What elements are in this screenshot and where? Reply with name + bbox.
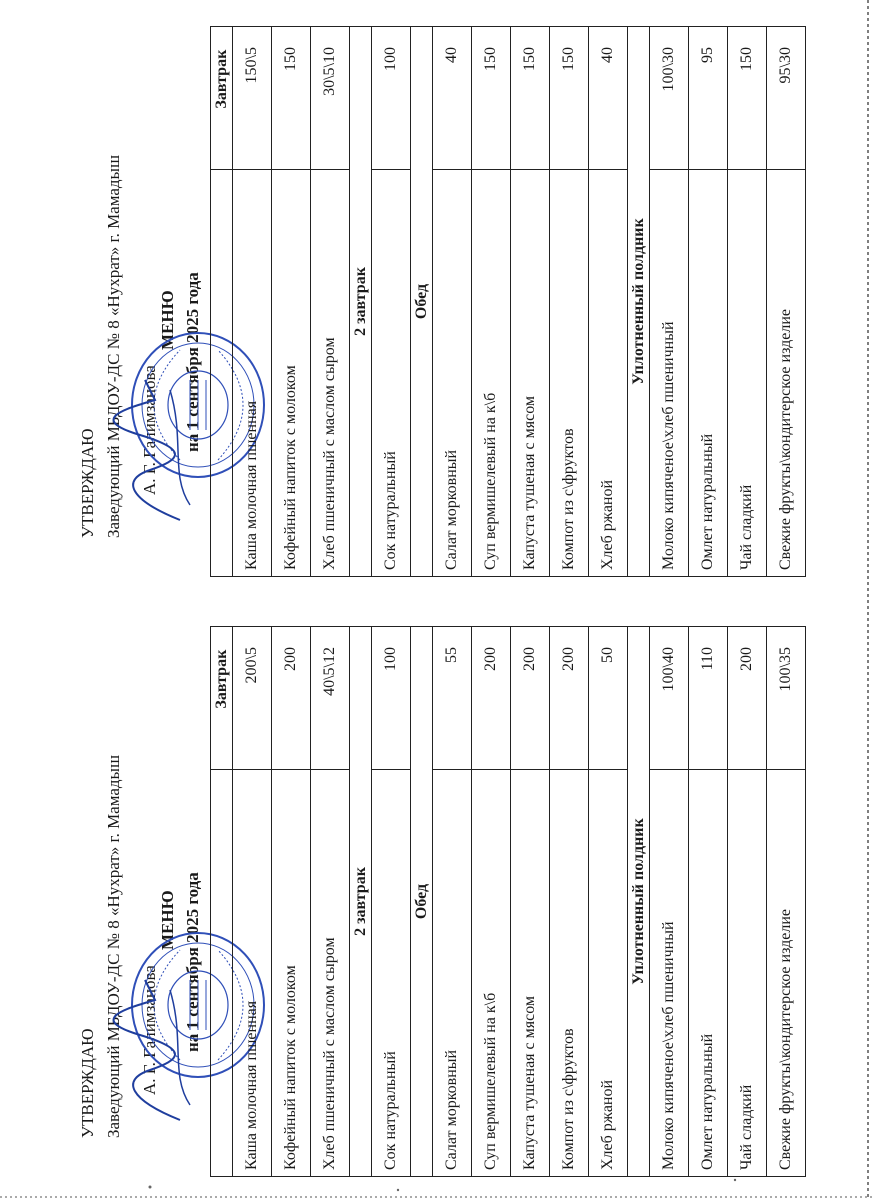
dish-name: Сок натуральный <box>372 169 411 576</box>
dish-name: Кофейный напиток с молоком <box>272 769 311 1176</box>
dish-amount: 100\35 <box>767 627 806 770</box>
handwritten-signature <box>100 370 210 530</box>
dish-amount: 40 <box>589 27 628 170</box>
dish-name: Компот из с\фруктов <box>550 169 589 576</box>
table-row <box>472 627 511 1177</box>
approve-label: УТВЕРЖДАЮ <box>78 428 97 538</box>
head-position-line: Заведующий МБДОУ-ДС № 8 «Нухрат» г. Мамадыш <box>104 154 123 538</box>
handwritten-signature <box>100 970 210 1130</box>
meal-heading-row <box>411 27 433 577</box>
dish-amount: 200\5 <box>233 627 272 770</box>
table-row <box>372 627 411 1177</box>
table-row <box>767 627 806 1177</box>
dish-name: Чай сладкий <box>728 169 767 576</box>
dish-name: Салат морковный <box>433 169 472 576</box>
dish-name: Свежие фрукты\кондитерское изделие <box>767 169 806 576</box>
table-row <box>433 27 472 577</box>
table-row <box>272 627 311 1177</box>
dish-amount: 30\5\10 <box>311 27 350 170</box>
menu-title: МЕНЮ <box>158 290 177 350</box>
menu-title: МЕНЮ <box>158 890 177 950</box>
meal-heading: Обед <box>411 627 433 1177</box>
meal-heading: Завтрак <box>211 627 233 770</box>
meal-heading-row <box>628 27 650 577</box>
table-row <box>689 27 728 577</box>
dish-name: Капуста тушеная с мясом <box>511 769 550 1176</box>
dish-amount: 55 <box>433 627 472 770</box>
meal-heading-row <box>350 627 372 1177</box>
dish-amount: 150\5 <box>233 27 272 170</box>
dish-name: Чай сладкий <box>728 769 767 1176</box>
table-row <box>511 627 550 1177</box>
dish-amount: 100 <box>372 627 411 770</box>
meal-heading-row <box>628 627 650 1177</box>
meal-heading: 2 завтрак <box>350 627 372 1177</box>
table-row <box>372 27 411 577</box>
dish-name: Хлеб пшеничный с маслом сыром <box>311 769 350 1176</box>
dish-name: Каша молочная пшенная <box>233 769 272 1176</box>
table-row <box>233 27 272 577</box>
dish-amount: 110 <box>689 627 728 770</box>
menu-date: на 1 сентября 2025 года <box>183 872 202 1052</box>
meal-heading: Обед <box>411 27 433 577</box>
dish-name: Каша молочная пшенная <box>233 169 272 576</box>
dish-name: Сок натуральный <box>372 769 411 1176</box>
dish-amount: 150 <box>472 27 511 170</box>
dish-amount: 40\5\12 <box>311 627 350 770</box>
table-row <box>650 27 689 577</box>
dish-amount: 150 <box>511 27 550 170</box>
table-row <box>650 627 689 1177</box>
table-row <box>511 27 550 577</box>
dish-amount: 200 <box>550 627 589 770</box>
dish-name: Кофейный напиток с молоком <box>272 169 311 576</box>
dish-amount: 200 <box>272 627 311 770</box>
table-row <box>589 27 628 577</box>
head-position-line: Заведующий МБДОУ-ДС № 8 «Нухрат» г. Мамадыш <box>104 754 123 1138</box>
table-row <box>728 627 767 1177</box>
dish-name: Омлет натуральный <box>689 169 728 576</box>
dish-name: Хлеб ржаной <box>589 169 628 576</box>
menu-table <box>210 26 806 577</box>
dish-name: Хлеб пшеничный с маслом сыром <box>311 169 350 576</box>
table-row <box>689 627 728 1177</box>
meal-heading-row <box>411 627 433 1177</box>
menu-table <box>210 626 806 1177</box>
dish-amount: 150 <box>728 27 767 170</box>
table-row <box>550 627 589 1177</box>
dish-amount: 95\30 <box>767 27 806 170</box>
dish-name: Суп вермишелевый на к\б <box>472 769 511 1176</box>
director-name: А. Г. Галимзанова <box>140 365 159 495</box>
table-row <box>272 27 311 577</box>
dish-amount: 200 <box>472 627 511 770</box>
dish-name: Суп вермишелевый на к\б <box>472 169 511 576</box>
dish-amount: 150 <box>272 27 311 170</box>
dish-name: Капуста тушеная с мясом <box>511 169 550 576</box>
dish-name: Молоко кипяченое\хлеб пшеничный <box>650 769 689 1176</box>
dish-amount: 95 <box>689 27 728 170</box>
menu-date: на 1 сентября 2025 года <box>183 272 202 452</box>
dish-amount: 100\30 <box>650 27 689 170</box>
approve-label: УТВЕРЖДАЮ <box>78 1028 97 1138</box>
table-row <box>767 27 806 577</box>
dish-amount: 200 <box>511 627 550 770</box>
table-row <box>550 27 589 577</box>
meal-heading: Уплотненный полдник <box>628 627 650 1177</box>
dish-amount: 50 <box>589 627 628 770</box>
dish-name: Салат морковный <box>433 769 472 1176</box>
dish-name: Омлет натуральный <box>689 769 728 1176</box>
table-row <box>311 627 350 1177</box>
meal-heading: Уплотненный полдник <box>628 27 650 577</box>
dish-name: Компот из с\фруктов <box>550 769 589 1176</box>
director-name: А. Г. Галимзанова <box>140 965 159 1095</box>
meal-heading-row <box>211 627 233 1177</box>
meal-heading-row <box>350 27 372 577</box>
meal-heading: 2 завтрак <box>350 27 372 577</box>
dish-amount: 100 <box>372 27 411 170</box>
table-row <box>233 627 272 1177</box>
dish-name: Свежие фрукты\кондитерское изделие <box>767 769 806 1176</box>
dish-name: Молоко кипяченое\хлеб пшеничный <box>650 169 689 576</box>
table-row <box>311 27 350 577</box>
dish-amount: 40 <box>433 27 472 170</box>
dish-amount: 200 <box>728 627 767 770</box>
dish-amount: 100\40 <box>650 627 689 770</box>
dish-amount: 150 <box>550 27 589 170</box>
menu-block-left <box>0 600 873 1200</box>
table-row <box>728 27 767 577</box>
table-row <box>433 627 472 1177</box>
meal-heading-row <box>211 27 233 577</box>
dish-name: Хлеб ржаной <box>589 769 628 1176</box>
table-row <box>472 27 511 577</box>
meal-heading: Завтрак <box>211 27 233 170</box>
table-row <box>589 627 628 1177</box>
